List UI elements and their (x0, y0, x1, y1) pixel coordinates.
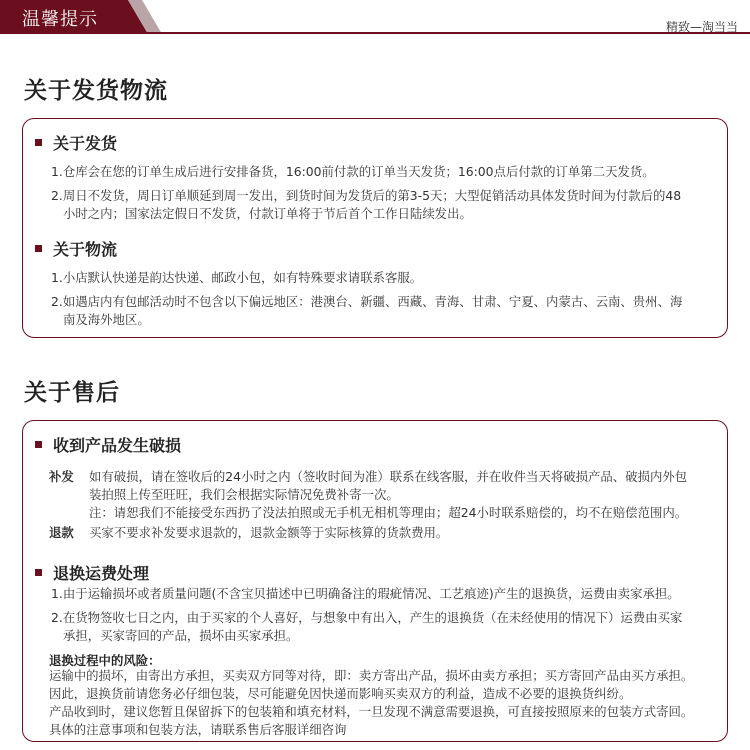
logistics-heading-text: 关于物流 (53, 240, 118, 259)
shipping-line: 1.仓库会在您的订单生成后进行安排备货，16:00前付款的订单当天发货；16:00点后付款的订单第二天发货。 (51, 164, 655, 179)
square-bullet-icon (35, 441, 42, 448)
top-bar (0, 0, 750, 40)
shipping-heading-text: 关于发货 (53, 134, 118, 153)
section-title-shipping-logistics (24, 72, 168, 105)
logistics-heading (35, 237, 117, 260)
square-bullet-icon (35, 245, 42, 252)
damage-note: 注：请恕我们不能接受东西扔了没法拍照或无手机无相机等理由；超24小时联系赔偿的，均不在赔偿范围内。 (89, 505, 688, 520)
section-title-text: 关于售后 (24, 380, 120, 406)
logistics-line: 1.小店默认快递是韵达快递、邮政小包，如有特殊要求请联系客服。 (51, 270, 423, 285)
refund-tag: 退款 (49, 525, 74, 540)
after-sales-panel (22, 420, 728, 742)
shipping-heading (35, 131, 117, 154)
shipping-line: 2.周日不发货，周日订单顺延到周一发出，到货时间为发货后的第3-5天；大型促销活动具体发货时间为付款后的48 (51, 188, 682, 203)
return-shipping-heading (35, 561, 149, 584)
risk-line: 具体的注意事项和包装方法，请联系售后客服详细咨询 (49, 722, 347, 737)
square-bullet-icon (35, 569, 42, 576)
shipping-logistics-panel (22, 118, 728, 338)
shop-slogan: 精致—淘当当 (665, 20, 738, 34)
return-shipping-heading-text: 退换运费处理 (53, 564, 150, 583)
reissue-line: 如有破损，请在签收后的24小时之内（签收时间为准）联系在线客服，并在收件当天将破损产品、破损内外包 (89, 469, 688, 484)
square-bullet-icon (35, 139, 42, 146)
risk-line: 产品收到时，建议您暂且保留拆下的包装箱和填充材料，一旦发现不满意需要退换，可直接按照原来的包装方式寄回。 (49, 704, 694, 719)
damage-heading (35, 433, 181, 456)
shipping-line: 小时之内；国家法定假日不发货，付款订单将于节后首个工作日陆续发出。 (63, 206, 472, 221)
damage-heading-text: 收到产品发生破损 (53, 436, 182, 455)
logistics-line: 南及海外地区。 (63, 312, 150, 327)
header-divider (140, 32, 750, 34)
page-title: 温馨提示 (22, 9, 98, 30)
logistics-line: 2.如遇店内有包邮活动时不包含以下偏远地区：港澳台、新疆、西藏、青海、甘肃、宁夏、内蒙古、云南、贵州、海 (51, 294, 683, 309)
refund-line: 买家不要求补发要求退款的，退款金额等于实际核算的货款费用。 (89, 525, 449, 540)
return-line: 1.由于运输损坏或者质量问题(不含宝贝描述中已明确备注的瑕疵情况、工艺痕迹)产生的退换货，运费由卖家承担。 (51, 586, 680, 601)
risk-title: 退换过程中的风险： (49, 653, 161, 668)
return-line: 2.在货物签收七日之内，由于买家的个人喜好，与想象中有出入，产生的退换货（在未经使用的情况下）运费由买家 (51, 610, 683, 625)
risk-line: 运输中的损坏，由寄出方承担，买卖双方同等对待，即：卖方寄出产品，损坏由卖方承担；买方寄回产品由买方承担。 (49, 668, 694, 683)
section-title-after-sales (24, 374, 120, 407)
reissue-tag: 补发 (49, 469, 74, 484)
reissue-line: 装拍照上传至旺旺，我们会根据实际情况免费补寄一次。 (89, 487, 399, 502)
return-line: 承担，买家寄回的产品，损坏由买家承担。 (63, 628, 299, 643)
risk-line: 因此，退换货前请您务必仔细包装，尽可能避免因快递而影响买卖双方的利益，造成不必要的退换货纠纷。 (49, 686, 632, 701)
section-title-text: 关于发货物流 (24, 78, 168, 104)
